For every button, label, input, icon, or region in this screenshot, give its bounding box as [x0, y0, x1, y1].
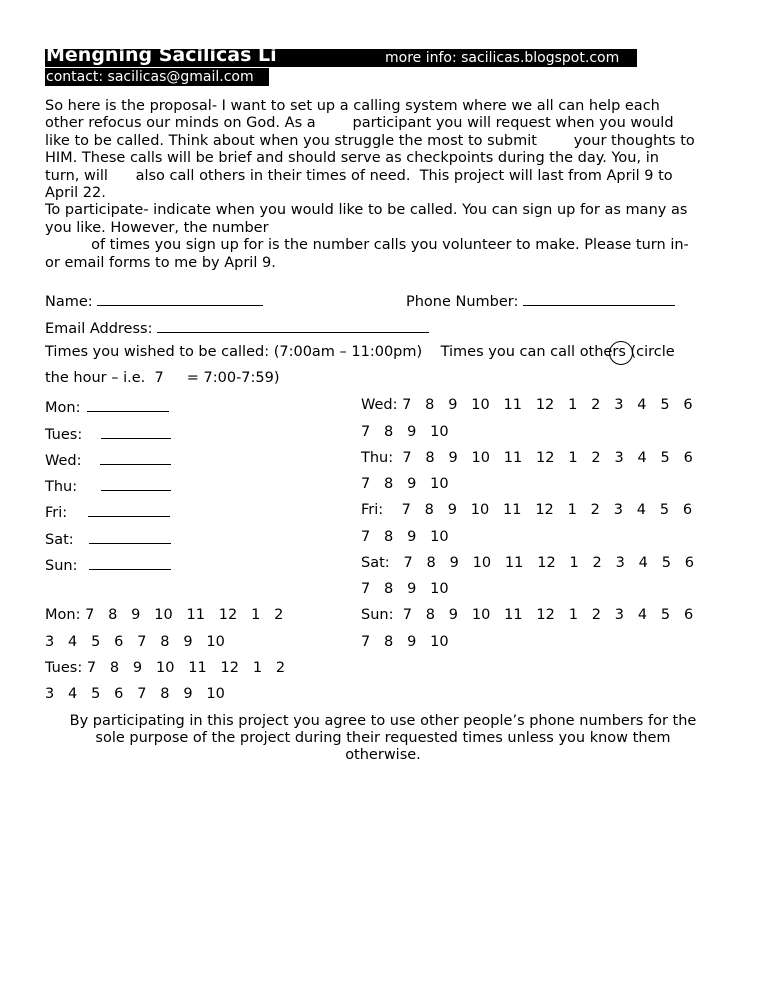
footer-line: otherwise. [345, 747, 421, 763]
day-label: Wed: [361, 397, 398, 413]
hours-list[interactable]: 7 8 9 10 11 12 1 2 3 4 5 6 [402, 607, 694, 623]
hours-list[interactable]: 7 8 9 10 11 12 1 2 3 4 5 6 [403, 555, 694, 571]
name-input-line[interactable] [97, 291, 263, 306]
email-input-line[interactable] [157, 318, 429, 333]
day-row-tues [45, 424, 171, 443]
day-label: Mon: [45, 400, 81, 416]
circle-example-mark [609, 341, 633, 365]
more-info: more info: sacilicas.blogspot.com [385, 50, 620, 66]
hours-row-tues[interactable] [45, 660, 285, 676]
phone-label: Phone Number: [406, 294, 519, 310]
day-label: Sun: [361, 607, 394, 623]
hours-list[interactable]: 7 8 9 10 [361, 634, 449, 650]
intro-line: or email forms to me by April 9. [45, 254, 276, 271]
hours-list[interactable]: 7 8 9 10 11 12 1 2 [85, 607, 284, 623]
day-label: Tues: [45, 427, 83, 443]
day-label: Thu: [45, 479, 78, 495]
intro-line: So here is the proposal- I want to set up a calling system where we all can help each [45, 98, 660, 114]
day-label: Mon: [45, 607, 81, 623]
day-label: Sat: [361, 555, 390, 571]
day-input-line[interactable] [89, 529, 171, 544]
hours-list[interactable]: 7 8 9 10 [361, 529, 449, 545]
email-label: Email Address: [45, 321, 153, 337]
contact-email: contact: sacilicas@gmail.com [46, 69, 254, 85]
hours-list[interactable]: 3 4 5 6 7 8 9 10 [45, 634, 225, 650]
day-input-line[interactable] [88, 502, 170, 517]
intro-line: like to be called. Think about when you struggle the most to submit your thoughts to [45, 132, 695, 149]
times-instructions: Times you wished to be called: (7:00am – 11:00pm) Times you can call others (circle [45, 344, 675, 360]
phone-field-row [406, 291, 675, 310]
day-row-wed [45, 450, 171, 469]
intro-line: you like. However, the number [45, 219, 269, 236]
hours-row-sun[interactable] [361, 607, 693, 623]
day-row-mon [45, 397, 169, 416]
day-label: Wed: [45, 453, 82, 469]
hours-list[interactable]: 7 8 9 10 11 12 1 2 3 4 5 6 [402, 397, 693, 413]
times-example: the hour – i.e. 7 = 7:00-7:59) [45, 370, 280, 386]
intro-line: HIM. These calls will be brief and should serve as checkpoints during the day. You, in [45, 150, 659, 167]
day-input-line[interactable] [89, 555, 171, 570]
intro-line: April 22. [45, 185, 106, 202]
hours-list[interactable]: 7 8 9 10 11 12 1 2 3 4 5 6 [401, 502, 693, 518]
day-label: Sun: [45, 558, 78, 574]
day-row-fri [45, 502, 170, 521]
phone-input-line[interactable] [523, 291, 675, 306]
hours-row-sat[interactable] [361, 555, 694, 571]
day-label: Fri: [45, 505, 68, 521]
author-name: Mengning Sacilicas Li [46, 44, 277, 66]
footer-line: sole purpose of the project during their requested times unless you know them [95, 730, 671, 746]
day-row-thu [45, 476, 171, 495]
hours-list[interactable]: 7 8 9 10 [361, 581, 449, 597]
intro-line: turn, will also call others in their times of need. This project will last from April 9 to [45, 167, 673, 184]
hours-row-fri[interactable] [361, 502, 692, 518]
intro-line: other refocus our minds on God. As a participant you will request when you would [45, 115, 674, 132]
day-input-line[interactable] [87, 397, 169, 412]
agreement-footer [45, 713, 721, 764]
hours-list[interactable]: 7 8 9 10 11 12 1 2 3 4 5 6 [402, 450, 693, 466]
intro-line: of times you sign up for is the number calls you volunteer to make. Please turn in- [45, 237, 689, 254]
hours-list[interactable]: 7 8 9 10 [361, 476, 449, 492]
hours-row-mon[interactable] [45, 607, 283, 623]
footer-line: By participating in this project you agree to use other people’s phone numbers for the [69, 713, 697, 729]
email-field-row [45, 318, 429, 337]
day-label: Thu: [361, 450, 394, 466]
intro-line: To participate- indicate when you would like to be called. You can sign up for as many as [45, 202, 688, 219]
day-label: Sat: [45, 532, 74, 548]
hours-list[interactable]: 7 8 9 10 [361, 424, 449, 440]
day-input-line[interactable] [101, 476, 171, 491]
hours-list[interactable]: 7 8 9 10 11 12 1 2 [86, 660, 286, 676]
day-row-sat [45, 529, 171, 548]
intro-paragraph [45, 98, 721, 272]
name-field-row [45, 291, 263, 310]
hours-row-thu[interactable] [361, 450, 693, 466]
hours-row-wed[interactable] [361, 397, 693, 413]
day-row-sun [45, 555, 171, 574]
day-label: Fri: [361, 502, 384, 518]
hours-list[interactable]: 3 4 5 6 7 8 9 10 [45, 686, 225, 702]
day-label: Tues: [45, 660, 83, 676]
day-input-line[interactable] [101, 424, 171, 439]
name-label: Name: [45, 294, 93, 310]
day-input-line[interactable] [100, 450, 171, 465]
